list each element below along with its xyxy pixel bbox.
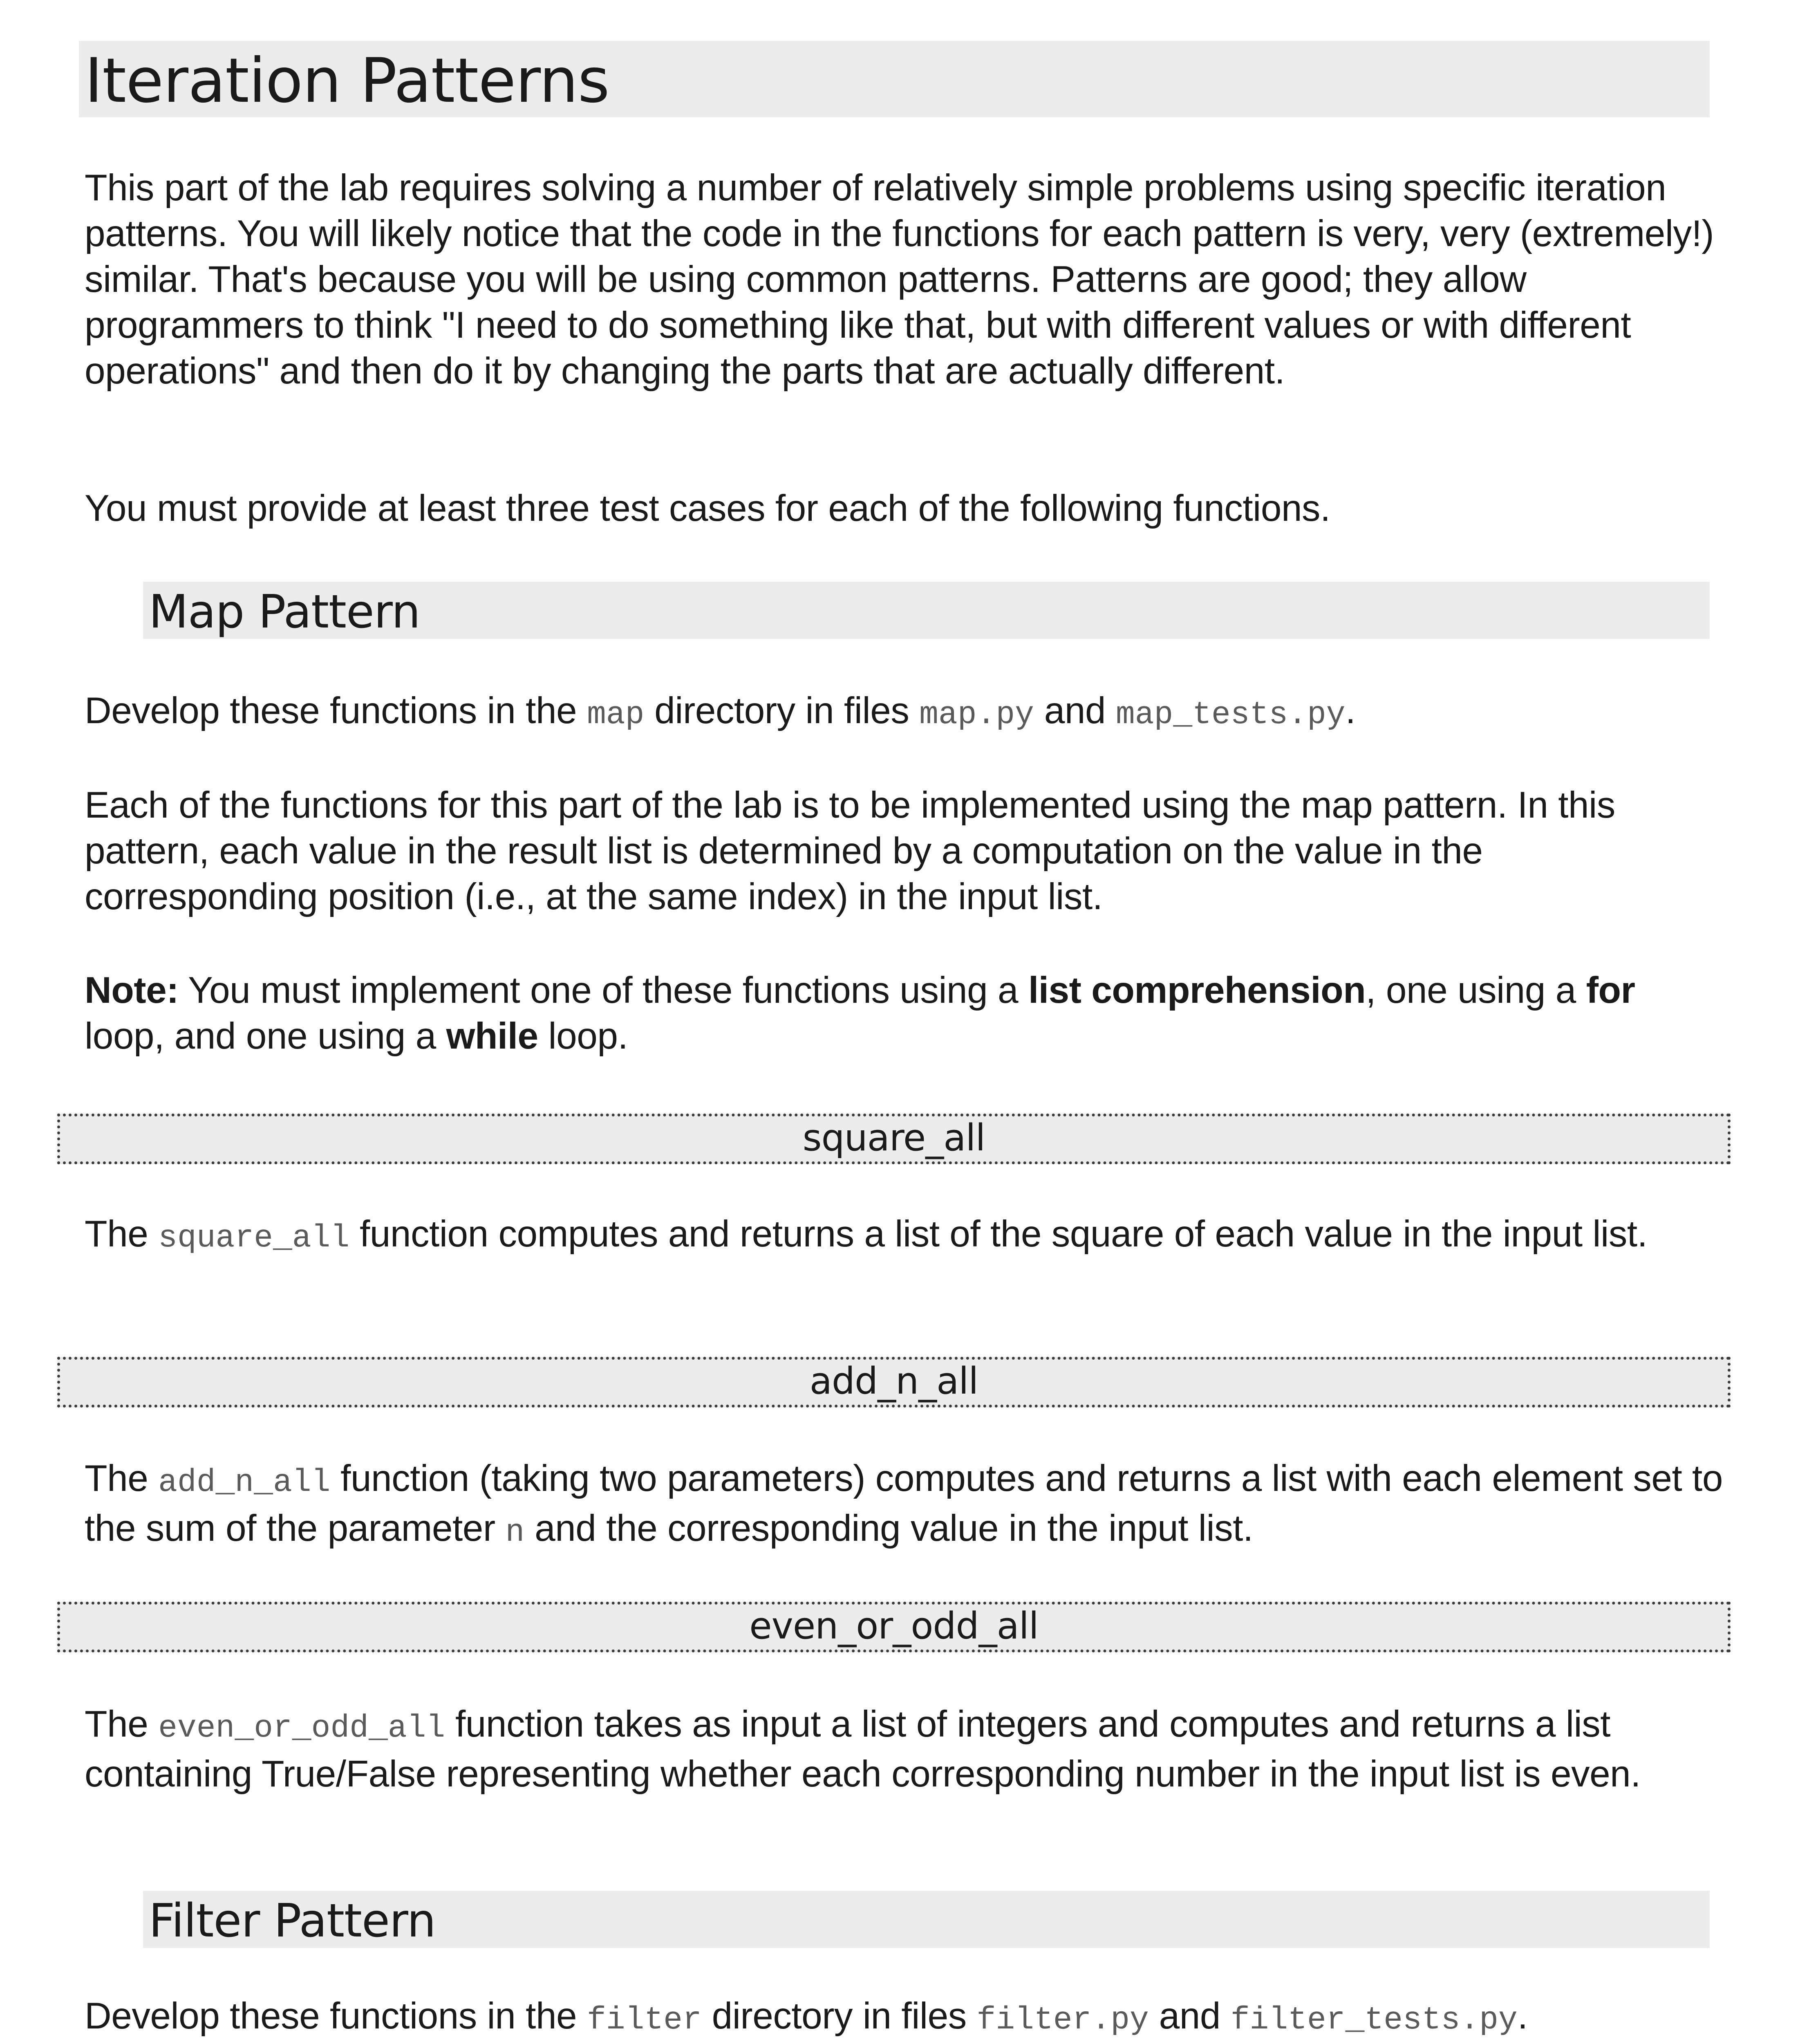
text: loop. [538, 1015, 628, 1057]
map-note [85, 968, 1724, 1059]
function-name: even_or_odd_all [749, 1605, 1039, 1647]
even-or-odd-all-code: even_or_odd_all [158, 1710, 446, 1746]
function-name: square_all [802, 1116, 985, 1159]
map-file-code: map.py [919, 697, 1034, 733]
text: The [85, 1213, 159, 1255]
filter-develop-instructions [85, 1993, 1724, 2043]
text: and [1149, 1995, 1231, 2037]
filter-directory-code: filter [587, 2002, 702, 2038]
filter-tests-file-code: filter_tests.py [1230, 2002, 1518, 2038]
function-header-add-n-all [57, 1357, 1731, 1407]
add-n-all-description [85, 1456, 1724, 1555]
add-n-all-code: add_n_all [158, 1465, 331, 1501]
note-label: Note: [85, 970, 179, 1011]
text: The [85, 1703, 159, 1745]
text: Develop these functions in the [85, 690, 587, 731]
map-tests-file-code: map_tests.py [1115, 697, 1346, 733]
text: , one using a [1366, 970, 1586, 1011]
note-bold-for: for [1586, 970, 1635, 1011]
param-n-code: n [505, 1515, 525, 1551]
text: and the corresponding value in the input list. [524, 1508, 1253, 1549]
square-all-code: square_all [158, 1220, 350, 1256]
map-directory-code: map [587, 697, 645, 733]
text: function takes as input a list of integers and computes and returns a list containing True/False representing whether each corresponding number in the input list is even. [85, 1703, 1641, 1795]
function-name: add_n_all [809, 1360, 978, 1403]
filter-section-banner [143, 1891, 1710, 1948]
text: You must implement one of these functions using a [179, 970, 1028, 1011]
text: directory in files [644, 690, 920, 731]
intro-paragraph: This part of the lab requires solving a number of relatively simple problems using specific iteration patterns. You will likely notice that the code in the functions for each pattern is very, very (extremely!) similar. That's because you will be using common patterns. Patterns are good; they allow programmers to think "I need to do something like that, but with different values or with different operations" and then do it by changing the parts that are actually different. [85, 167, 1714, 392]
text: function (taking two parameters) computes and returns a list with each element set to the sum of the parameter [85, 1458, 1723, 1549]
text: . [1345, 690, 1356, 731]
filter-section-title: Filter Pattern [149, 1894, 436, 1948]
page-title: Iteration Patterns [85, 45, 609, 117]
filter-file-code: filter.py [976, 2002, 1149, 2038]
note-bold-while: while [446, 1015, 538, 1057]
text: directory in files [701, 1995, 977, 2037]
map-description: Each of the functions for this part of the lab is to be implemented using the map pattern. In this pattern, each value in the result list is determined by a computation on the value in the corresponding position (i.e., at the same index) in the input list. [85, 784, 1615, 917]
test-cases-requirement: You must provide at least three test cases for each of the following functions. [85, 488, 1330, 529]
map-section-banner [143, 582, 1710, 639]
map-develop-instructions [85, 688, 1724, 738]
square-all-description [85, 1211, 1724, 1261]
even-or-odd-all-description [85, 1701, 1724, 1797]
text: loop, and one using a [85, 1015, 446, 1057]
page-title-banner [79, 41, 1710, 117]
map-section-title: Map Pattern [149, 585, 420, 639]
text: and [1034, 690, 1116, 731]
text: The [85, 1458, 159, 1499]
function-header-square-all [57, 1114, 1731, 1164]
function-header-even-or-odd-all [57, 1602, 1731, 1652]
text: . [1517, 1995, 1528, 2037]
text: function computes and returns a list of the square of each value in the input list. [349, 1213, 1648, 1255]
note-bold-list-comprehension: list comprehension [1028, 970, 1366, 1011]
text: Develop these functions in the [85, 1995, 587, 2037]
